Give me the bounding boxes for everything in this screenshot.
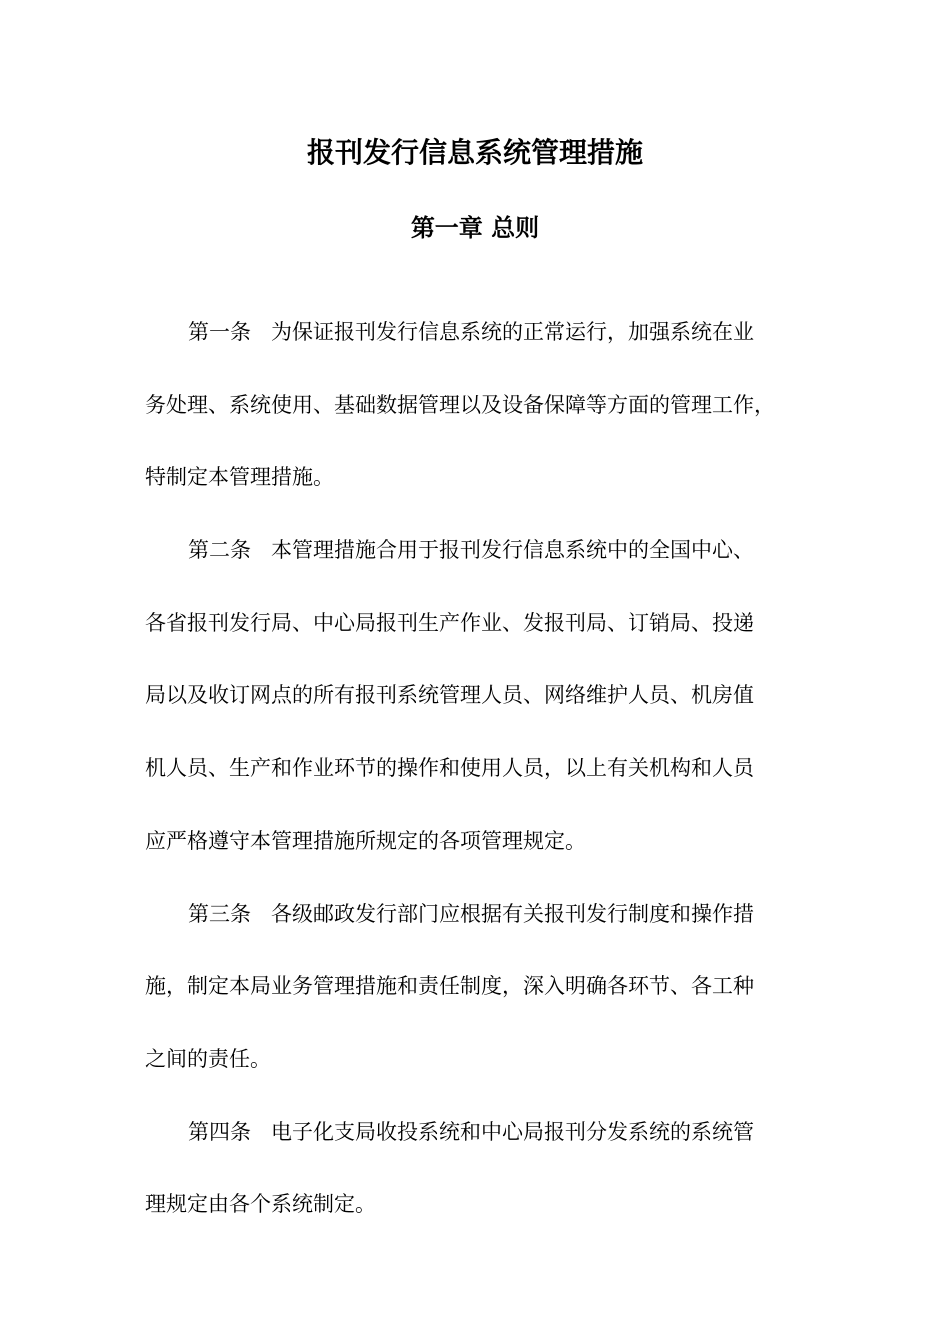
article-text: 为保证报刊发行信息系统的正常运行，加强系统在业	[271, 320, 754, 344]
article-number: 第二条	[188, 538, 251, 563]
article-text: 各级邮政发行部门应根据有关报刊发行制度和操作措	[271, 901, 754, 926]
article-line: 应严格遵守本管理措施所规定的各项管理规定。	[145, 828, 586, 853]
article-line: 机人员、生产和作业环节的操作和使用人员，以上有关机构和人员	[145, 756, 754, 781]
article-4	[145, 1096, 825, 1241]
article-line: 之间的责任。	[145, 1046, 271, 1071]
article-number: 第一条	[188, 320, 251, 344]
article-number: 第三条	[188, 901, 251, 926]
article-line	[145, 1096, 825, 1169]
document-body	[145, 296, 825, 1241]
document-title: 报刊发行信息系统管理措施	[306, 136, 643, 169]
article-number: 第四条	[188, 1119, 251, 1144]
article-line: 施，制定本局业务管理措施和责任制度，深入明确各环节、各工种	[145, 974, 754, 999]
article-line	[145, 514, 825, 587]
article-line	[145, 878, 825, 951]
article-text: 电子化支局收投系统和中心局报刊分发系统的系统管	[271, 1119, 754, 1144]
article-line: 理规定由各个系统制定。	[145, 1192, 376, 1217]
article-line: 局以及收订网点的所有报刊系统管理人员、网络维护人员、机房值	[145, 683, 754, 708]
article-line	[145, 296, 825, 369]
article-line: 各省报刊发行局、中心局报刊生产作业、发报刊局、订销局、投递	[145, 610, 754, 635]
article-1	[145, 296, 825, 514]
chapter-title: 第一章 总则	[410, 213, 540, 242]
article-2	[145, 514, 825, 877]
article-line: 特制定本管理措施。	[145, 465, 334, 490]
article-line: 务处理、系统使用、基础数据管理以及设备保障等方面的管理工作，	[145, 392, 775, 417]
article-3	[145, 878, 825, 1096]
article-text: 本管理措施合用于报刊发行信息系统中的全国中心、	[271, 538, 754, 563]
